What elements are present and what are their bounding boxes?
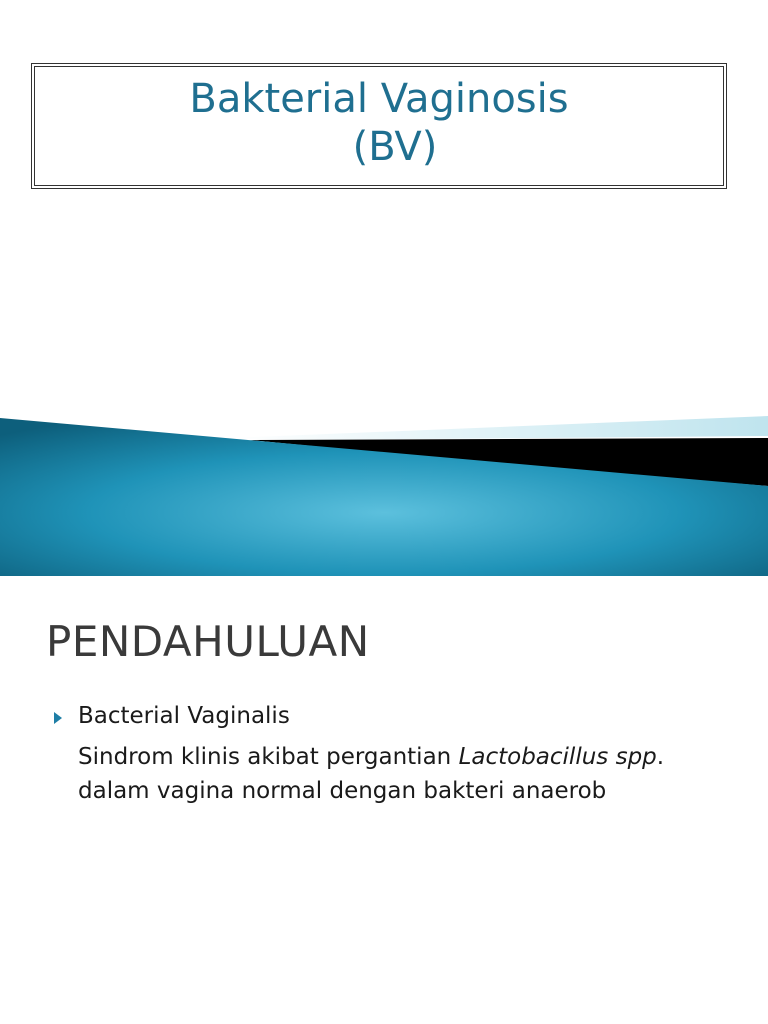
description-text-1: Sindrom klinis akibat pergantian: [78, 744, 459, 770]
section-heading: PENDAHULUAN: [46, 617, 370, 666]
bullet-label: Bacterial Vaginalis: [78, 703, 290, 729]
decorative-band: [0, 400, 768, 576]
slide-title: [35, 75, 723, 171]
band-light-strip: [230, 416, 768, 440]
description-text-2: . dalam vagina normal dengan bakteri anaerob: [78, 744, 665, 804]
content-slide: [0, 576, 768, 1024]
description-italic-term: Lactobacillus spp: [458, 744, 657, 770]
title-line-1: Bakterial Vaginosis: [189, 76, 569, 122]
title-line-2: (BV): [352, 124, 438, 170]
bullet-arrow-icon: [54, 712, 62, 724]
title-frame: [34, 66, 724, 186]
bullet-description: [78, 740, 738, 808]
